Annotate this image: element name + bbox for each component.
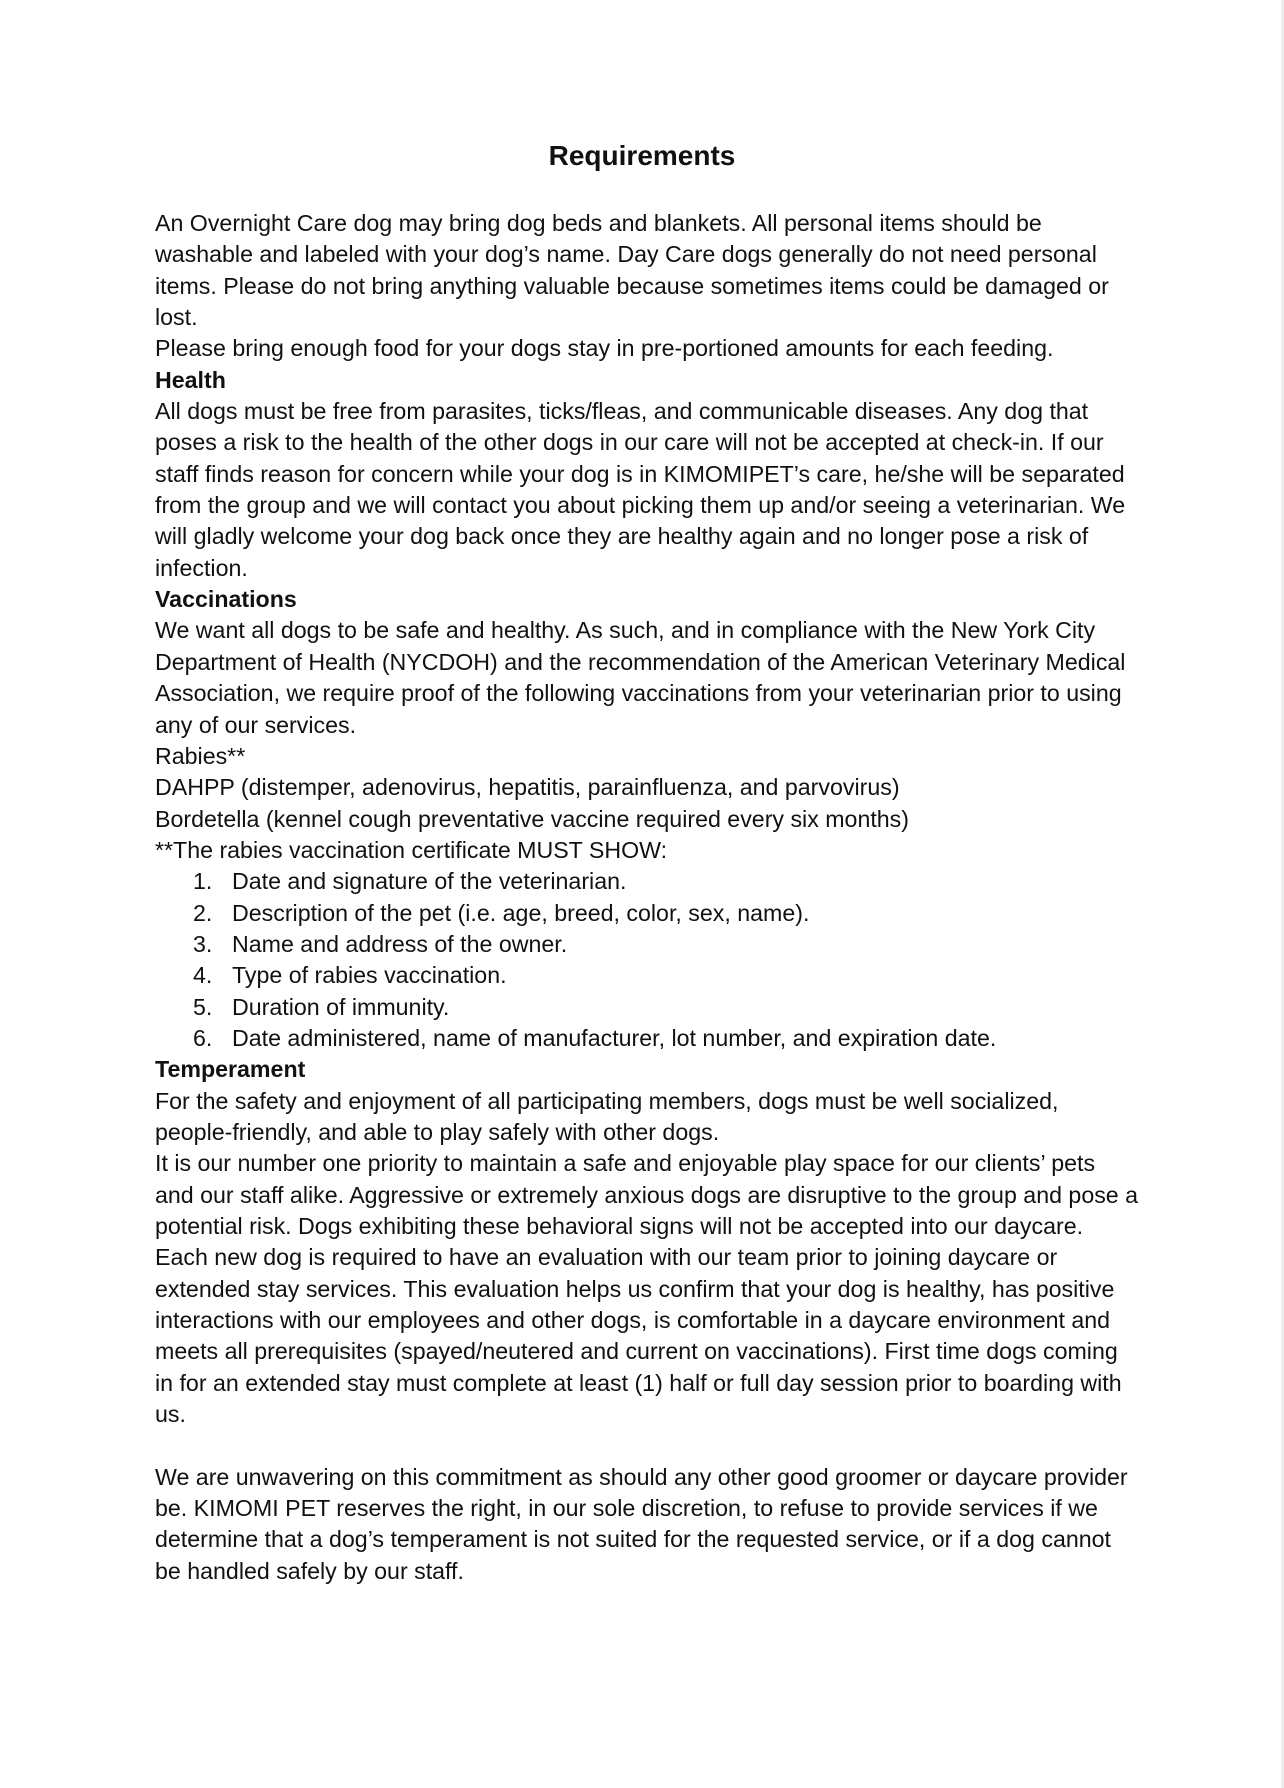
list-item <box>155 898 1140 929</box>
list-item-text: Duration of immunity. <box>232 993 450 1020</box>
vaccinations-paragraph: We want all dogs to be safe and healthy. As such, and in compliance with the New York City Department of Health (NYCDOH) and the recommendation of the American Veterinary Medical Association, we require proof of the following vaccinations from your veterinarian prior to using any of our services. <box>155 617 1126 738</box>
health-paragraph: All dogs must be free from parasites, ticks/fleas, and communicable diseases. Any dog that poses a risk to the health of the other dogs in our care will not be accepted at check-in. If our staff finds reason for concern while your dog is in KIMOMIPET’s care, he/she will be separated from the group and we will contact you about picking them up and/or seeing a veterinarian. We will gladly welcome your dog back once they are healthy again and no longer pose a risk of infection. <box>155 398 1126 581</box>
required-vaccine: Rabies** <box>155 742 246 769</box>
list-number: 3. <box>193 930 213 957</box>
section-heading-temperament: Temperament <box>155 1056 306 1083</box>
intro-paragraph: An Overnight Care dog may bring dog beds and blankets. All personal items should be washable and labeled with your dog’s name. Day Care dogs generally do not need personal items. Please do not bring anything valuable because sometimes items could be damaged or lost. <box>155 210 1109 331</box>
blank-line <box>155 1430 1140 1461</box>
required-vaccine: Bordetella (kennel cough preventative vaccine required every six months) <box>155 805 909 832</box>
certificate-requirements-list <box>155 866 1140 1054</box>
vaccinations-section <box>155 584 1140 1054</box>
list-number: 4. <box>193 962 213 989</box>
list-number: 2. <box>193 899 213 926</box>
list-item <box>155 1023 1140 1054</box>
document-title: Requirements <box>548 140 736 171</box>
list-item <box>155 866 1140 897</box>
temperament-section <box>155 1054 1140 1587</box>
list-item-text: Type of rabies vaccination. <box>232 962 507 989</box>
list-item <box>155 960 1140 991</box>
certificate-note: **The rabies vaccination certificate MUST SHOW: <box>155 836 668 863</box>
temperament-paragraph: Each new dog is required to have an evaluation with our team prior to joining daycare or extended stay services. This evaluation helps us confirm that your dog is healthy, has positive interactions with our employees and other dogs, is comfortable in a daycare environment and meets all prerequisites (spayed/neutered and current on vaccinations). First time dogs coming in for an extended stay must complete at least (1) half or full day session prior to boarding with us. <box>155 1244 1122 1428</box>
list-item <box>155 992 1140 1023</box>
list-number: 6. <box>193 1024 213 1051</box>
temperament-paragraph: It is our number one priority to maintain a safe and enjoyable play space for our clients’ pets and our staff alike. Aggressive or extremely anxious dogs are disruptive to the group and pose a potential risk. Dogs exhibiting these behavioral signs will not be accepted into our daycare. <box>155 1150 1139 1239</box>
section-heading-vaccinations: Vaccinations <box>155 586 297 613</box>
temperament-paragraph: For the safety and enjoyment of all participating members, dogs must be well socialized, people-friendly, and able to play safely with other dogs. <box>155 1087 1059 1145</box>
list-number: 1. <box>193 868 213 895</box>
list-item <box>155 929 1140 960</box>
list-item-text: Date administered, name of manufacturer, lot number, and expiration date. <box>232 1024 997 1051</box>
intro-paragraph: Please bring enough food for your dogs stay in pre-portioned amounts for each feeding. <box>155 335 1054 362</box>
list-item-text: Date and signature of the veterinarian. <box>232 868 627 895</box>
list-item-text: Name and address of the owner. <box>232 930 568 957</box>
health-section <box>155 365 1140 584</box>
closing-paragraph: We are unwavering on this commitment as should any other good groomer or daycare provider be. KIMOMI PET reserves the right, in our sole discretion, to refuse to provide services if we determine that a dog’s temperament is not suited for the requested service, or if a dog cannot be handled safely by our staff. <box>155 1463 1128 1584</box>
section-heading-health: Health <box>155 366 226 393</box>
document-body <box>155 208 1140 1587</box>
required-vaccine: DAHPP (distemper, adenovirus, hepatitis, parainfluenza, and parvovirus) <box>155 774 900 801</box>
list-item-text: Description of the pet (i.e. age, breed, color, sex, name). <box>232 899 810 926</box>
list-number: 5. <box>193 993 213 1020</box>
